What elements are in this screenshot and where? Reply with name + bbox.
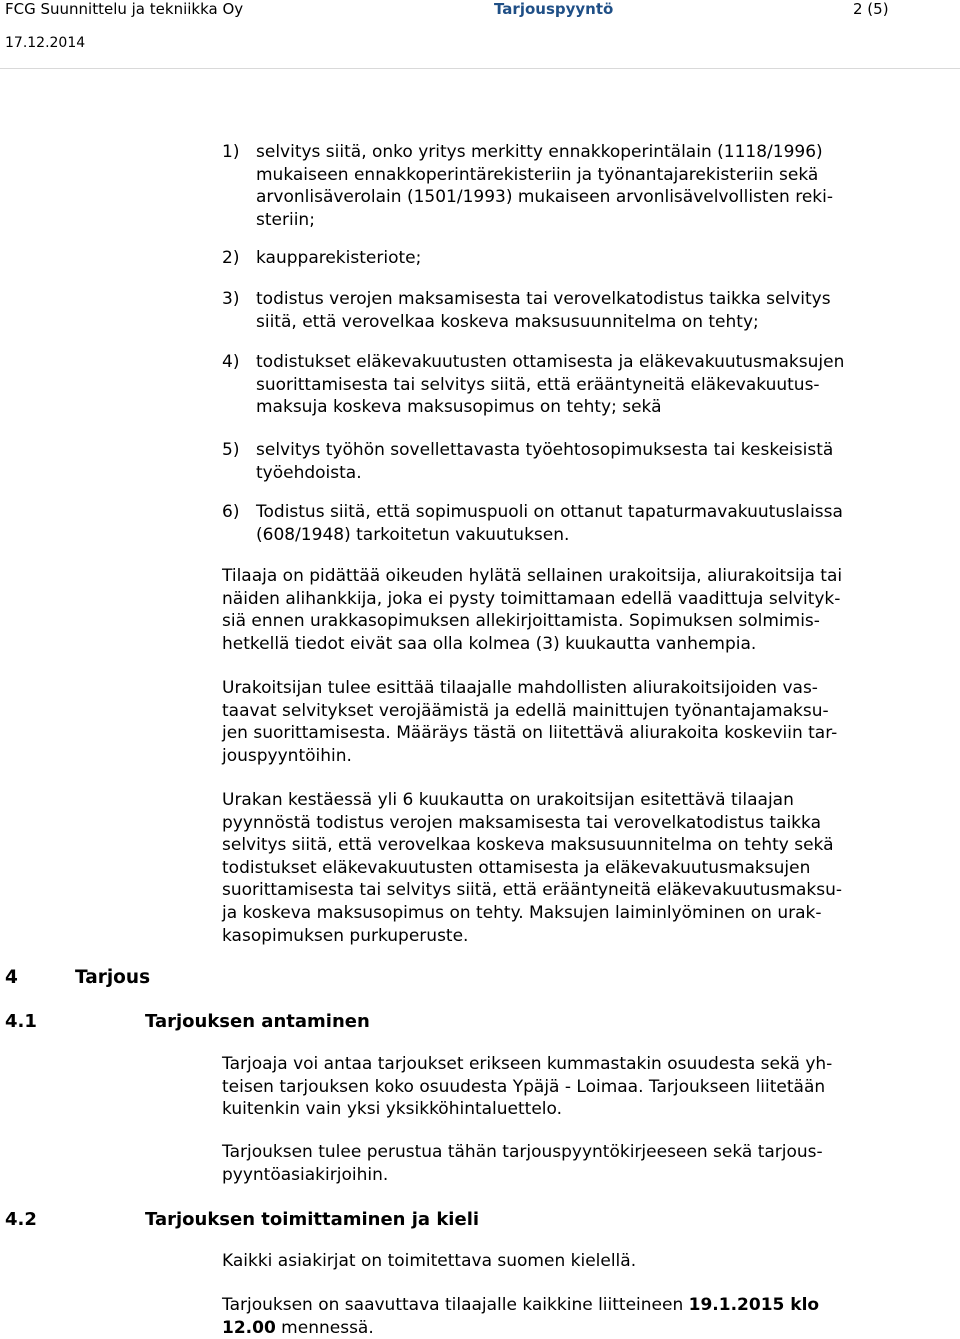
header-company: FCG Suunnittelu ja tekniikka Oy xyxy=(5,0,244,18)
list-item-1: 1) selvitys siitä, onko yritys merkitty ennakkoperintälain (1118/1996) mukaiseen ennakkoperintärekisteriin ja työnantajarekisteriin sekä arvonlisäverolain (1501/1993) mukaiseen arvonlisävelvollisten reki- steriin; xyxy=(222,142,834,230)
list-number: 2) xyxy=(222,248,240,268)
list-number: 4) xyxy=(222,352,240,372)
header-divider xyxy=(0,68,960,69)
section-heading-4-1: 4.1 Tarjouksen antaminen xyxy=(5,1011,370,1032)
paragraph-offer-parts: Tarjoaja voi antaa tarjoukset erikseen kummastakin osuudesta sekä yh- teisen tarjouksen koko osuudesta Ypäjä - Loimaa. Tarjoukseen liitetään kuitenkin vain yksi yksikköhintaluettelo. xyxy=(222,1054,833,1120)
list-item-3: 3) todistus verojen maksamisesta tai verovelkatodistus taikka selvitys siitä, että verovelkaa koskeva maksusuunnitelma on tehty; xyxy=(222,289,831,332)
list-item-2: 2) kaupparekisteriote; xyxy=(222,248,422,268)
list-item-4: 4) todistukset eläkevakuutusten ottamisesta ja eläkevakuutusmaksujen suorittamisesta tai selvitys siitä, että erääntyneitä eläkevakuutus- maksuja koskeva maksusopimus on tehty; sekä xyxy=(222,352,845,418)
header-page-number: 2 (5) xyxy=(853,0,889,18)
list-item-6: 6) Todistus siitä, että sopimuspuoli on ottanut tapaturmavakuutuslaissa (608/1948) tarkoitetun vakuutuksen. xyxy=(222,502,843,545)
header-date: 17.12.2014 xyxy=(5,35,86,51)
list-number: 3) xyxy=(222,289,240,309)
list-number: 5) xyxy=(222,440,240,460)
header-document-title: Tarjouspyyntö xyxy=(494,0,614,18)
paragraph-rejection: Tilaaja on pidättää oikeuden hylätä sellainen urakoitsija, aliurakoitsija tai näiden alihankkija, joka ei pysty toimittamaan edellä vaadittuja selvityk- siä ennen urakkasopimuksen allekirjoittamista. Sopimuksen solmimis- hetkellä tiedot eivät saa olla kolmea (3) kuukautta vanhempia. xyxy=(222,566,843,654)
section-heading-4: 4 Tarjous xyxy=(5,967,151,988)
deadline-time: 12.00 xyxy=(222,1317,276,1338)
section-heading-4-2: 4.2 Tarjouksen toimittaminen ja kieli xyxy=(5,1209,480,1230)
paragraph-duration: Urakan kestäessä yli 6 kuukautta on urakoitsijan esitettävä tilaajan pyynnöstä todistus verojen maksamisesta tai verovelkatodistus taikka selvitys siitä, että verovelkaa koskeva maksusuunnitelma on tehty sekä todistukset eläkevakuutusten ottamisesta ja eläkevakuutusmaksujen suorittamisesta tai selvitys siitä, että erääntyneitä eläkevakuutusmaksu- ja koskeva maksusopimus on tehty. Maksujen laiminlyöminen on urak- kasopimuksen purkuperuste. xyxy=(222,790,843,946)
paragraph-language: Kaikki asiakirjat on toimitettava suomen kielellä. xyxy=(222,1251,637,1271)
list-number: 1) xyxy=(222,142,240,162)
list-number: 6) xyxy=(222,502,240,522)
deadline-date: 19.1.2015 klo xyxy=(688,1295,820,1315)
list-item-5: 5) selvitys työhön sovellettavasta työehtosopimuksesta tai keskeisistä työehdoista. xyxy=(222,440,834,483)
paragraph-deadline: Tarjouksen on saavuttava tilaajalle kaikkine liitteineen 19.1.2015 klo 12.00 mennessä. xyxy=(222,1295,820,1338)
paragraph-subcontractors: Urakoitsijan tulee esittää tilaajalle mahdollisten aliurakoitsijoiden vas- taavat selvitykset verojäämistä ja edellä mainittujen työnantajamaksu- jen suorittamisesta. Määräys tästä on liitettävä aliurakoita koskeviin tar- jouspyyntöihin. xyxy=(222,678,838,766)
paragraph-offer-basis: Tarjouksen tulee perustua tähän tarjouspyyntökirjeeseen sekä tarjous- pyyntöasiakirjoihin. xyxy=(222,1142,823,1185)
